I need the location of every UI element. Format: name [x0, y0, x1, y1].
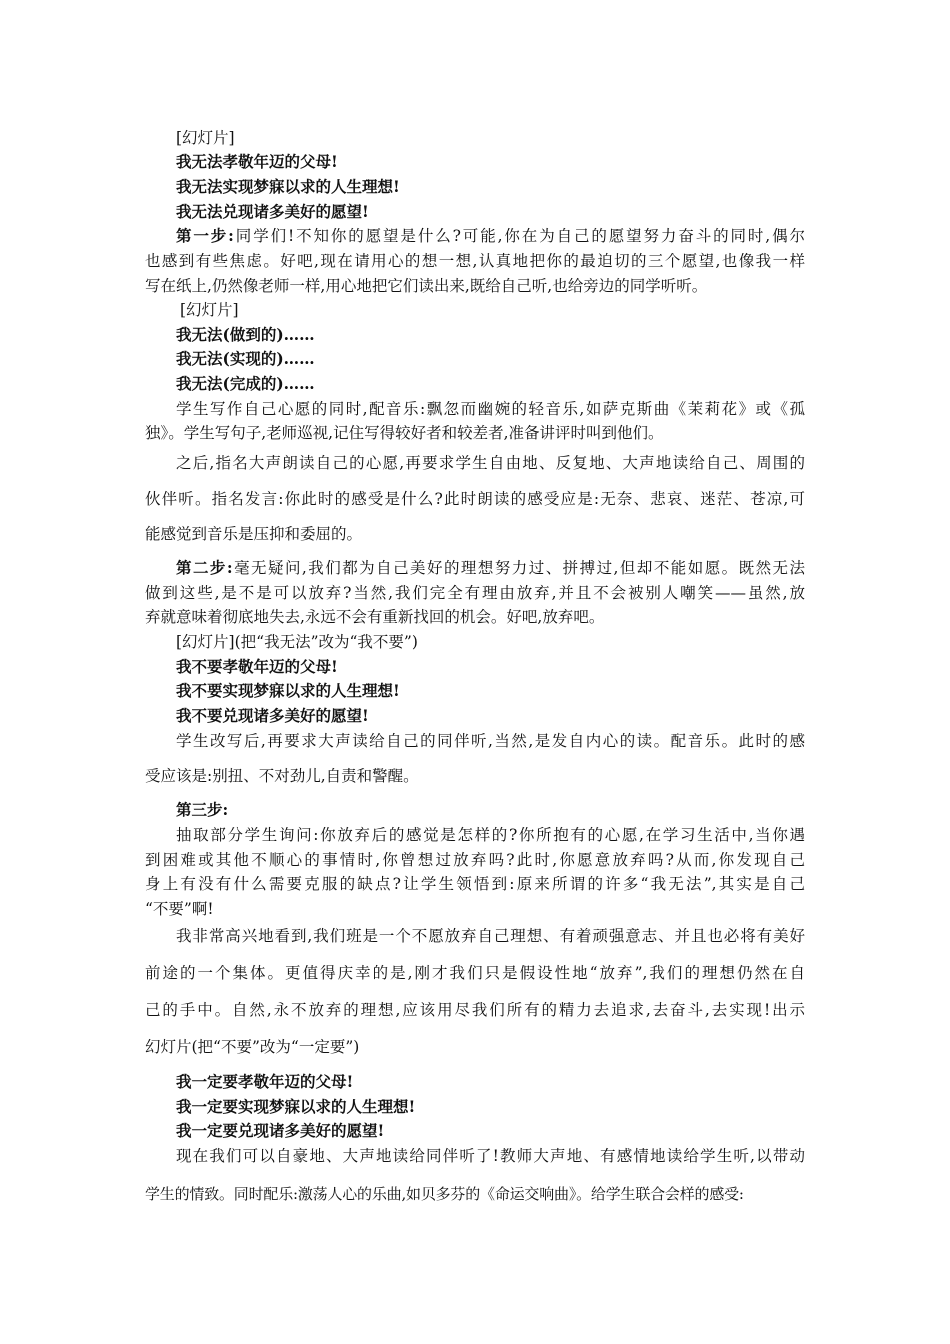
- slide-line: 我无法(完成的)……: [176, 374, 315, 393]
- slide-line: 我无法(实现的)……: [176, 349, 315, 368]
- paragraph-line: 学生的情致。同时配乐:激荡人心的乐曲,如贝多芬的《命运交响曲》。给学生联合会样的感受:: [145, 1185, 744, 1203]
- paragraph-line: 抽取部分学生询问:你放弃后的感觉是怎样的?你所抱有的心愿,在学习生活中,当你遇: [176, 826, 805, 844]
- paragraph-line: 己的手中。自然,永不放弃的理想,应该用尽我们所有的精力去追求,去奋斗,去实现!出示: [145, 1001, 805, 1019]
- slide-line: 我一定要实现梦寐以求的人生理想!: [176, 1097, 416, 1116]
- paragraph-line: 之后,指名大声朗读自己的心愿,再要求学生自由地、反复地、大声地读给自己、周围的: [176, 454, 805, 472]
- slide-label: [幻灯片]: [180, 301, 239, 319]
- paragraph-line: 伙伴听。指名发言:你此时的感受是什么?此时朗读的感受应是:无奈、悲哀、迷茫、苍凉,可: [145, 490, 805, 508]
- slide-line: 我无法实现梦寐以求的人生理想!: [176, 177, 400, 196]
- paragraph-line: 受应该是:别扭、不对劲儿,自责和警醒。: [145, 767, 419, 785]
- slide-line: 我一定要孝敬年迈的父母!: [176, 1072, 354, 1091]
- paragraph-line: 幻灯片(把“不要”改为“一定要”): [145, 1038, 360, 1056]
- step-label: 第二步:: [176, 558, 233, 577]
- paragraph-line: 第一步:同学们!不知你的愿望是什么?可能,你在为自己的愿望努力奋斗的同时,偶尔: [176, 226, 805, 245]
- paragraph-line: 第二步:毫无疑问,我们都为自己美好的理想努力过、拼搏过,但却不能如愿。既然无法: [176, 558, 805, 577]
- step-label: 第一步:: [176, 226, 234, 245]
- slide-line: 我无法兑现诸多美好的愿望!: [176, 202, 369, 221]
- slide-line: 我不要实现梦寐以求的人生理想!: [176, 681, 400, 700]
- paragraph-line: 现在我们可以自豪地、大声地读给同伴听了!教师大声地、有感情地读给学生听,以带动: [176, 1147, 805, 1165]
- slide-line: 我不要兑现诸多美好的愿望!: [176, 706, 369, 725]
- paragraph-line: 我非常高兴地看到,我们班是一个不愿放弃自己理想、有着顽强意志、并且也必将有美好: [176, 927, 805, 945]
- slide-line: 我不要孝敬年迈的父母!: [176, 657, 338, 676]
- slide-line: 我无法(做到的)……: [176, 325, 315, 344]
- paragraph-line: 也感到有些焦虑。好吧,现在请用心的想一想,认真地把你的最迫切的三个愿望,也像我一样: [145, 252, 805, 270]
- slide-label: [幻灯片]: [176, 129, 235, 147]
- paragraph-line: 学生写作自己心愿的同时,配音乐:飘忽而幽婉的轻音乐,如萨克斯曲《茉莉花》或《孤: [176, 400, 805, 418]
- paragraph-line: 写在纸上,仍然像老师一样,用心地把它们读出来,既给自己听,也给旁边的同学听听。: [145, 277, 708, 295]
- paragraph-line: 前途的一个集体。更值得庆幸的是,刚才我们只是假设性地“放弃”,我们的理想仍然在自: [145, 964, 805, 982]
- step-heading: 第三步:: [176, 800, 229, 819]
- paragraph-line: “不要”啊!: [145, 900, 214, 918]
- paragraph-line: 弃就意味着彻底地失去,永远不会有重新找回的机会。好吧,放弃吧。: [145, 608, 605, 626]
- paragraph-line: 做到这些,是不是可以放弃?当然,我们完全有理由放弃,并且不会被别人嘲笑——虽然,放: [145, 584, 805, 602]
- paragraph-line: 身上有没有什么需要克服的缺点?让学生领悟到:原来所谓的许多“我无法”,其实是自己: [145, 875, 805, 893]
- slide-label: [幻灯片](把“我无法”改为“我不要”): [176, 633, 418, 651]
- slide-line: 我无法孝敬年迈的父母!: [176, 152, 338, 171]
- paragraph-line: 到困难或其他不顺心的事情时,你曾想过放弃吗?此时,你愿意放弃吗?从而,你发现自己: [145, 851, 805, 869]
- paragraph-line: 独》。学生写句子,老师巡视,记住写得较好者和较差者,准备讲评时叫到他们。: [145, 424, 664, 442]
- paragraph-line: 学生改写后,再要求大声读给自己的同伴听,当然,是发自内心的读。配音乐。此时的感: [176, 732, 805, 750]
- slide-line: 我一定要兑现诸多美好的愿望!: [176, 1121, 385, 1140]
- paragraph-line: 能感觉到音乐是压抑和委屈的。: [145, 525, 363, 543]
